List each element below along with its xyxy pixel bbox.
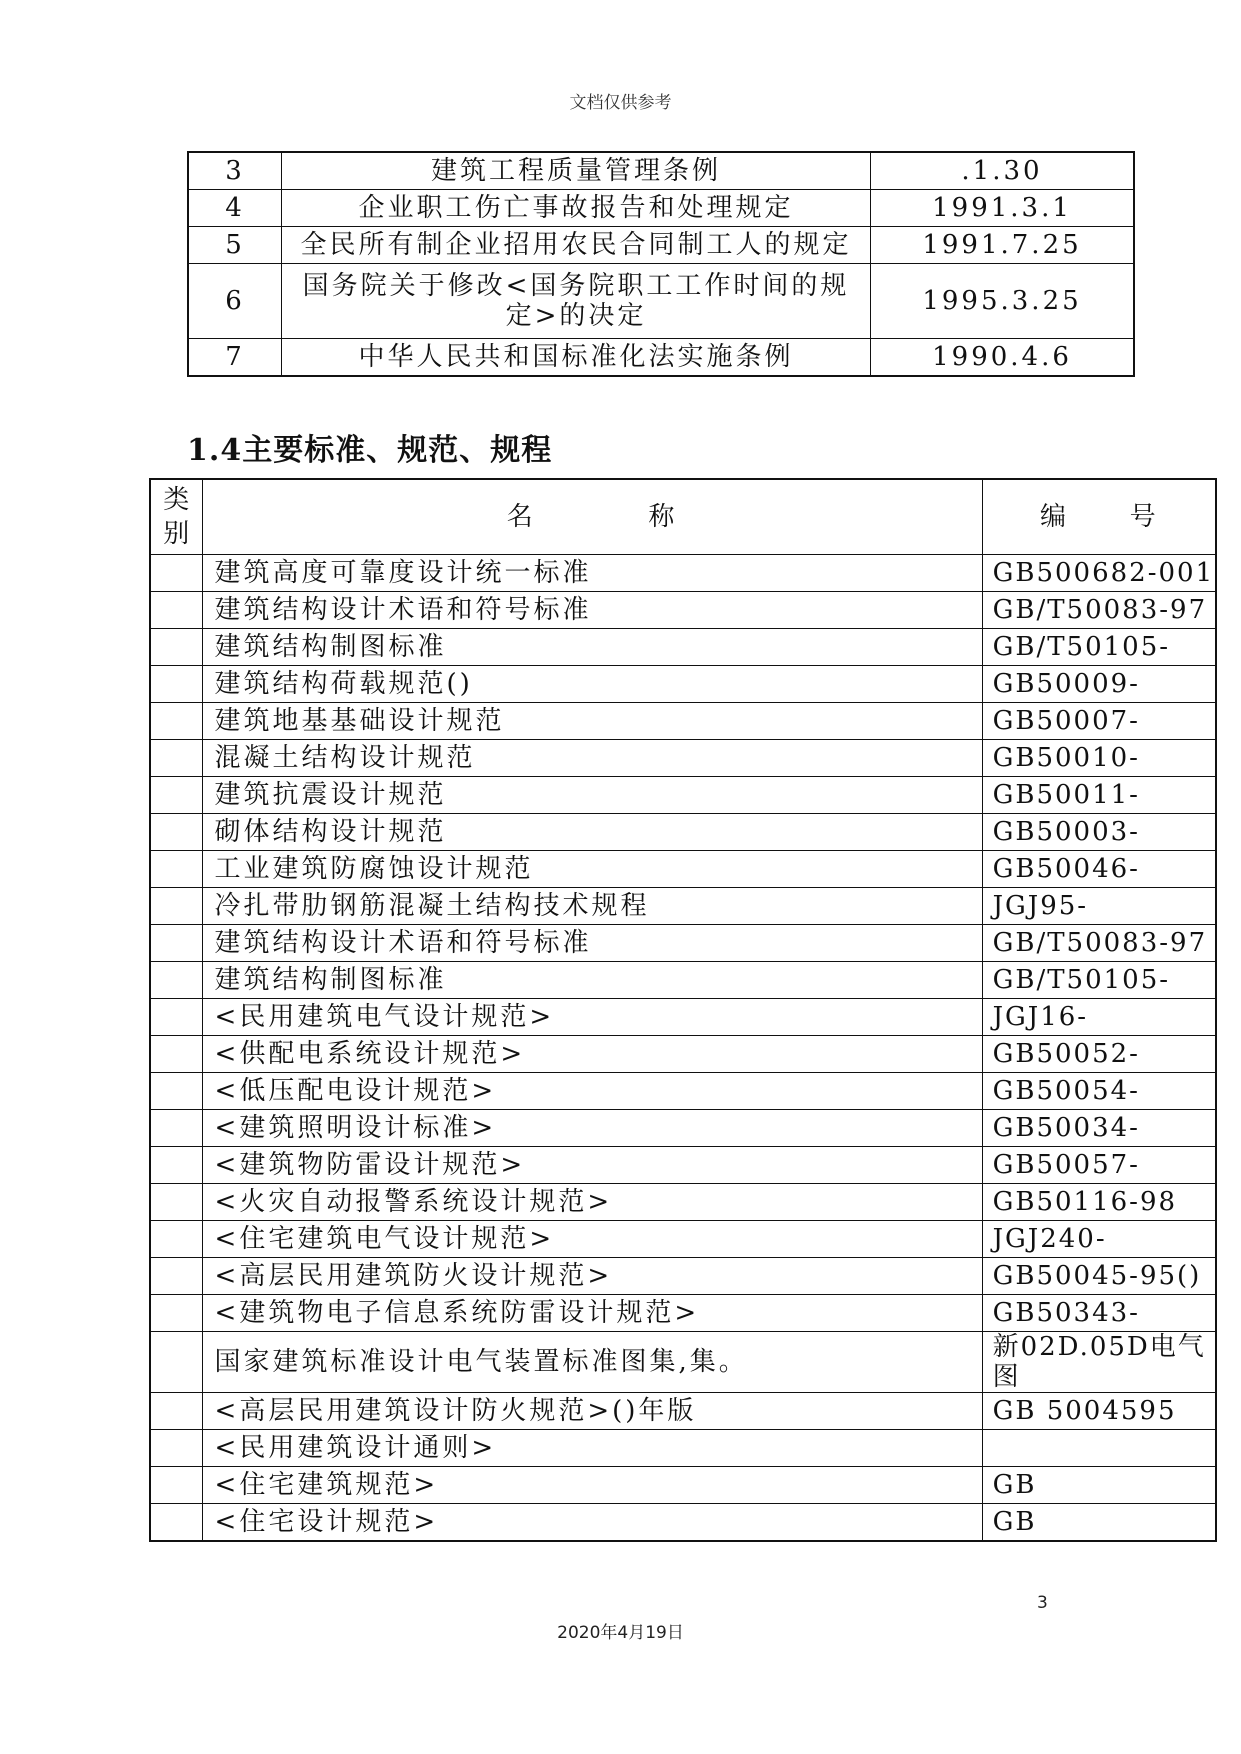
header-name: 名 称 — [202, 479, 982, 555]
standard-category — [150, 1110, 202, 1147]
standard-code: GB/T50083-97 — [982, 925, 1216, 962]
standard-category — [150, 962, 202, 999]
page-header: 文档仅供参考 — [569, 93, 672, 113]
table-row — [150, 777, 1216, 814]
standard-name: 建筑结构设计术语和符号标准 — [202, 592, 982, 629]
header-code: 编 号 — [982, 479, 1216, 555]
table-row — [150, 1221, 1216, 1258]
header-category-line2: 别 — [163, 519, 190, 549]
standard-category — [150, 592, 202, 629]
standard-name: 建筑高度可靠度设计统一标准 — [202, 555, 982, 592]
regulation-date: 1991.3.1 — [871, 190, 1135, 227]
standard-code — [982, 1430, 1216, 1467]
standard-code: GB — [982, 1467, 1216, 1504]
standard-code: GB/T50105- — [982, 962, 1216, 999]
regulation-name: 全民所有制企业招用农民合同制工人的规定 — [282, 227, 871, 264]
standard-name: 建筑结构荷载规范() — [202, 666, 982, 703]
standards-table — [149, 478, 1217, 1542]
regulation-name-line2: 定>的决定 — [505, 301, 647, 331]
standard-code: JGJ95- — [982, 888, 1216, 925]
standard-category — [150, 629, 202, 666]
standard-name: <火灾自动报警系统设计规范> — [202, 1184, 982, 1221]
standard-code: GB500682-001 — [982, 555, 1216, 592]
standard-category — [150, 1504, 202, 1542]
table-row — [150, 814, 1216, 851]
table-row — [150, 1393, 1216, 1430]
standard-code: GB50007- — [982, 703, 1216, 740]
standard-name: 建筑地基基础设计规范 — [202, 703, 982, 740]
standard-name: <供配电系统设计规范> — [202, 1036, 982, 1073]
table-row — [150, 925, 1216, 962]
table-row — [188, 227, 1134, 264]
standard-code: GB50034- — [982, 1110, 1216, 1147]
table-row — [150, 1147, 1216, 1184]
row-number: 3 — [188, 152, 282, 190]
standard-name: <高层民用建筑防火设计规范> — [202, 1258, 982, 1295]
standard-name: 建筑结构制图标准 — [202, 629, 982, 666]
standard-code: GB50011- — [982, 777, 1216, 814]
standard-name: 砌体结构设计规范 — [202, 814, 982, 851]
standard-name: <民用建筑设计通则> — [202, 1430, 982, 1467]
standard-name: 混凝土结构设计规范 — [202, 740, 982, 777]
table-row — [150, 999, 1216, 1036]
regulation-name: 企业职工伤亡事故报告和处理规定 — [282, 190, 871, 227]
standard-name: <高层民用建筑设计防火规范>()年版 — [202, 1393, 982, 1430]
standard-code: GB50045-95() — [982, 1258, 1216, 1295]
table-row — [150, 1467, 1216, 1504]
standard-code: GB50009- — [982, 666, 1216, 703]
table-row — [150, 740, 1216, 777]
table-row — [150, 592, 1216, 629]
standard-category — [150, 1430, 202, 1467]
footer-date: 2020年4月19日 — [557, 1623, 684, 1643]
standard-category — [150, 777, 202, 814]
standard-name: <低压配电设计规范> — [202, 1073, 982, 1110]
table-row — [150, 666, 1216, 703]
standard-name: <住宅建筑电气设计规范> — [202, 1221, 982, 1258]
header-category — [150, 479, 202, 555]
row-number: 5 — [188, 227, 282, 264]
standard-category — [150, 1221, 202, 1258]
standard-category — [150, 1184, 202, 1221]
standard-category — [150, 703, 202, 740]
table-row — [150, 555, 1216, 592]
standard-name: 建筑结构设计术语和符号标准 — [202, 925, 982, 962]
standard-name: <民用建筑电气设计规范> — [202, 999, 982, 1036]
standard-category — [150, 851, 202, 888]
regulation-date: 1995.3.25 — [871, 264, 1135, 339]
standard-category — [150, 1393, 202, 1430]
standard-name: 建筑抗震设计规范 — [202, 777, 982, 814]
table-row — [150, 888, 1216, 925]
standard-code: GB50057- — [982, 1147, 1216, 1184]
regulation-date: .1.30 — [871, 152, 1135, 190]
standard-category — [150, 1295, 202, 1332]
standard-code: 新02D.05D电气图 — [982, 1332, 1216, 1393]
standard-name: <住宅设计规范> — [202, 1504, 982, 1542]
standard-category — [150, 1036, 202, 1073]
standard-category — [150, 1147, 202, 1184]
standard-category — [150, 740, 202, 777]
standard-code: GB50046- — [982, 851, 1216, 888]
standard-category — [150, 888, 202, 925]
regulation-name: 中华人民共和国标准化法实施条例 — [282, 339, 871, 377]
standard-code: GB/T50083-97 — [982, 592, 1216, 629]
standard-code: GB — [982, 1504, 1216, 1542]
table-row — [150, 1073, 1216, 1110]
row-number: 6 — [188, 264, 282, 339]
standard-category — [150, 1258, 202, 1295]
standard-category — [150, 555, 202, 592]
standard-code: GB50343- — [982, 1295, 1216, 1332]
standard-code: GB50052- — [982, 1036, 1216, 1073]
standard-code: GB50003- — [982, 814, 1216, 851]
standard-code: JGJ16- — [982, 999, 1216, 1036]
table-row — [150, 962, 1216, 999]
table-row — [150, 1110, 1216, 1147]
standard-name: <建筑照明设计标准> — [202, 1110, 982, 1147]
standard-category — [150, 814, 202, 851]
table-row — [150, 1184, 1216, 1221]
table-row — [150, 703, 1216, 740]
standard-name: 建筑结构制图标准 — [202, 962, 982, 999]
header-category-line1: 类 — [163, 485, 190, 515]
table-row — [150, 1504, 1216, 1542]
standard-code: GB50116-98 — [982, 1184, 1216, 1221]
standard-name: <建筑物电子信息系统防雷设计规范> — [202, 1295, 982, 1332]
row-number: 4 — [188, 190, 282, 227]
standard-code: GB/T50105- — [982, 629, 1216, 666]
page-number: 3 — [1037, 1593, 1048, 1613]
standard-category — [150, 925, 202, 962]
table-row — [150, 629, 1216, 666]
table-row — [150, 1332, 1216, 1393]
table-row — [188, 264, 1134, 339]
table-row — [188, 339, 1134, 377]
table-row — [188, 152, 1134, 190]
standard-name: 冷扎带肋钢筋混凝土结构技术规程 — [202, 888, 982, 925]
standard-category — [150, 1073, 202, 1110]
table-row — [150, 1295, 1216, 1332]
standard-category — [150, 999, 202, 1036]
table-row — [188, 190, 1134, 227]
section-heading: 1.4主要标准、规范、规程 — [187, 433, 553, 468]
table-row — [150, 851, 1216, 888]
standard-name: <建筑物防雷设计规范> — [202, 1147, 982, 1184]
regulation-name — [282, 264, 871, 339]
standard-category — [150, 1332, 202, 1393]
standard-category — [150, 1467, 202, 1504]
regulations-table — [187, 151, 1135, 377]
regulation-name: 建筑工程质量管理条例 — [282, 152, 871, 190]
standard-code: GB50010- — [982, 740, 1216, 777]
regulation-date: 1990.4.6 — [871, 339, 1135, 377]
regulation-name-line1: 国务院关于修改<国务院职工工作时间的规 — [302, 271, 850, 301]
standard-code: GB 5004595 — [982, 1393, 1216, 1430]
standard-name: 工业建筑防腐蚀设计规范 — [202, 851, 982, 888]
table-row — [150, 1258, 1216, 1295]
standard-name: <住宅建筑规范> — [202, 1467, 982, 1504]
standard-code: GB50054- — [982, 1073, 1216, 1110]
table-row — [150, 1036, 1216, 1073]
standard-code: JGJ240- — [982, 1221, 1216, 1258]
row-number: 7 — [188, 339, 282, 377]
regulation-date: 1991.7.25 — [871, 227, 1135, 264]
table-header-row — [150, 479, 1216, 555]
standard-category — [150, 666, 202, 703]
standard-name: 国家建筑标准设计电气装置标准图集,集。 — [202, 1332, 982, 1393]
table-row — [150, 1430, 1216, 1467]
